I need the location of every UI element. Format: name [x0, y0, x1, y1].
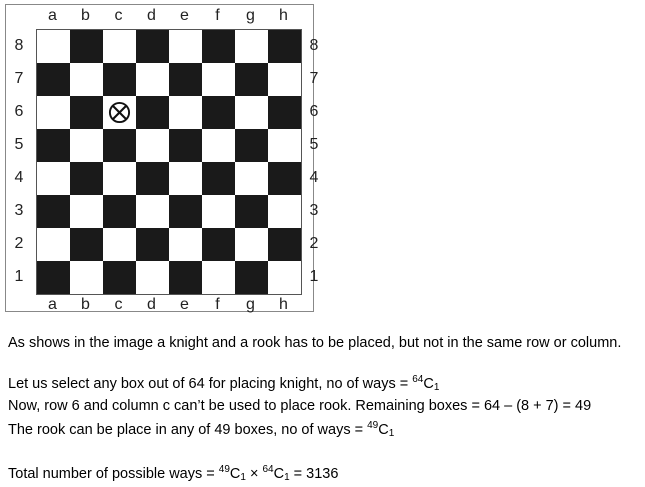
square-g5[interactable]	[235, 129, 268, 162]
explanation-line-2	[8, 370, 638, 397]
right-rank-label-1: 1	[309, 268, 319, 285]
left-rank-label-3: 3	[14, 202, 24, 219]
bottom-file-label-d: d	[147, 296, 156, 313]
top-file-label-d: d	[147, 7, 156, 24]
left-rank-label-1: 1	[14, 268, 24, 285]
line-5-text: Total number of possible ways =	[8, 466, 219, 482]
top-file-label-g: g	[246, 7, 255, 24]
square-c8[interactable]	[103, 30, 136, 63]
square-g4[interactable]	[235, 162, 268, 195]
square-f5[interactable]	[202, 129, 235, 162]
square-e7[interactable]	[169, 63, 202, 96]
square-d1[interactable]	[136, 261, 169, 294]
line-5-superscript-1: 49	[218, 464, 230, 475]
square-a5[interactable]	[37, 129, 70, 162]
square-g1[interactable]	[235, 261, 268, 294]
line-5-result: = 3136	[289, 466, 339, 482]
square-d2[interactable]	[136, 228, 169, 261]
square-c1[interactable]	[103, 261, 136, 294]
square-e8[interactable]	[169, 30, 202, 63]
square-f1[interactable]	[202, 261, 235, 294]
explanation-text	[8, 334, 638, 487]
bottom-file-label-c: c	[114, 296, 123, 313]
line-5-subscript-1: 1	[240, 472, 246, 483]
square-f8[interactable]	[202, 30, 235, 63]
right-rank-label-7: 7	[309, 70, 319, 87]
square-f2[interactable]	[202, 228, 235, 261]
square-a4[interactable]	[37, 162, 70, 195]
chessboard-grid	[36, 29, 302, 295]
square-d5[interactable]	[136, 129, 169, 162]
square-h1[interactable]	[268, 261, 301, 294]
square-h2[interactable]	[268, 228, 301, 261]
line-4-superscript: 49	[367, 420, 379, 431]
square-b1[interactable]	[70, 261, 103, 294]
square-c7[interactable]	[103, 63, 136, 96]
explanation-line-5	[8, 460, 638, 487]
square-d3[interactable]	[136, 195, 169, 228]
square-b2[interactable]	[70, 228, 103, 261]
top-file-label-e: e	[180, 7, 189, 24]
square-h5[interactable]	[268, 129, 301, 162]
right-rank-label-6: 6	[309, 103, 319, 120]
chessboard-frame	[5, 4, 319, 313]
left-rank-label-5: 5	[14, 136, 24, 153]
line-3-text: Now, row 6 and column c can’t be used to place rook. Remaining boxes = 64 – (8 + 7) = 49	[8, 398, 592, 414]
square-b3[interactable]	[70, 195, 103, 228]
bottom-file-label-a: a	[48, 296, 57, 313]
line-2-combination: C	[423, 376, 434, 392]
square-g8[interactable]	[235, 30, 268, 63]
square-h6[interactable]	[268, 96, 301, 129]
square-f6[interactable]	[202, 96, 235, 129]
square-a6[interactable]	[37, 96, 70, 129]
square-b6[interactable]	[70, 96, 103, 129]
square-c3[interactable]	[103, 195, 136, 228]
line-2-text: Let us select any box out of 64 for placing knight, no of ways =	[8, 376, 413, 392]
bottom-file-label-f: f	[215, 296, 220, 313]
line-4-subscript: 1	[388, 428, 395, 439]
bottom-file-label-h: h	[279, 296, 288, 313]
line-5-superscript-2: 64	[262, 464, 274, 475]
line-2-subscript: 1	[433, 382, 440, 393]
right-rank-label-8: 8	[309, 37, 319, 54]
square-a3[interactable]	[37, 195, 70, 228]
square-e3[interactable]	[169, 195, 202, 228]
left-rank-label-7: 7	[14, 70, 24, 87]
square-e4[interactable]	[169, 162, 202, 195]
left-rank-label-4: 4	[14, 169, 24, 186]
bottom-file-label-e: e	[180, 296, 189, 313]
square-b5[interactable]	[70, 129, 103, 162]
square-g6[interactable]	[235, 96, 268, 129]
square-e1[interactable]	[169, 261, 202, 294]
square-b7[interactable]	[70, 63, 103, 96]
square-b8[interactable]	[70, 30, 103, 63]
line-1-text: As shows in the image a knight and a rook has to be placed, but not in the same row or column.	[8, 335, 622, 351]
line-5-combination-2: C	[273, 466, 285, 482]
square-e2[interactable]	[169, 228, 202, 261]
square-e6[interactable]	[169, 96, 202, 129]
top-file-label-c: c	[114, 7, 123, 24]
right-rank-label-4: 4	[309, 169, 319, 186]
bottom-file-label-b: b	[81, 296, 90, 313]
square-b4[interactable]	[70, 162, 103, 195]
left-rank-label-6: 6	[14, 103, 24, 120]
square-h7[interactable]	[268, 63, 301, 96]
square-e5[interactable]	[169, 129, 202, 162]
line-5-combination-1: C	[229, 466, 241, 482]
left-rank-label-8: 8	[14, 37, 24, 54]
top-file-label-b: b	[81, 7, 90, 24]
square-h8[interactable]	[268, 30, 301, 63]
line-5-times: ×	[245, 466, 263, 482]
square-c6[interactable]	[103, 96, 136, 129]
square-g2[interactable]	[235, 228, 268, 261]
top-file-label-f: f	[215, 7, 220, 24]
right-rank-label-3: 3	[309, 202, 319, 219]
square-c5[interactable]	[103, 129, 136, 162]
line-5-subscript-2: 1	[284, 472, 290, 483]
square-h3[interactable]	[268, 195, 301, 228]
square-a2[interactable]	[37, 228, 70, 261]
bottom-file-label-g: g	[246, 296, 255, 313]
square-d7[interactable]	[136, 63, 169, 96]
square-c2[interactable]	[103, 228, 136, 261]
square-a1[interactable]	[37, 261, 70, 294]
top-file-label-a: a	[48, 7, 57, 24]
square-g7[interactable]	[235, 63, 268, 96]
top-file-label-h: h	[279, 7, 288, 24]
left-rank-label-2: 2	[14, 235, 24, 252]
square-c4[interactable]	[103, 162, 136, 195]
right-rank-label-2: 2	[309, 235, 319, 252]
circle-x-icon	[108, 101, 131, 124]
explanation-line-1	[8, 334, 638, 353]
line-2-superscript: 64	[412, 374, 424, 385]
square-g3[interactable]	[235, 195, 268, 228]
explanation-line-4	[8, 416, 638, 443]
square-a7[interactable]	[37, 63, 70, 96]
square-a8[interactable]	[37, 30, 70, 63]
explanation-line-3	[8, 397, 638, 416]
line-4-combination: C	[378, 422, 389, 438]
line-4-text: The rook can be place in any of 49 boxes, no of ways =	[8, 422, 368, 438]
square-f3[interactable]	[202, 195, 235, 228]
square-d8[interactable]	[136, 30, 169, 63]
square-h4[interactable]	[268, 162, 301, 195]
square-f7[interactable]	[202, 63, 235, 96]
square-d6[interactable]	[136, 96, 169, 129]
square-d4[interactable]	[136, 162, 169, 195]
right-rank-label-5: 5	[309, 136, 319, 153]
square-f4[interactable]	[202, 162, 235, 195]
